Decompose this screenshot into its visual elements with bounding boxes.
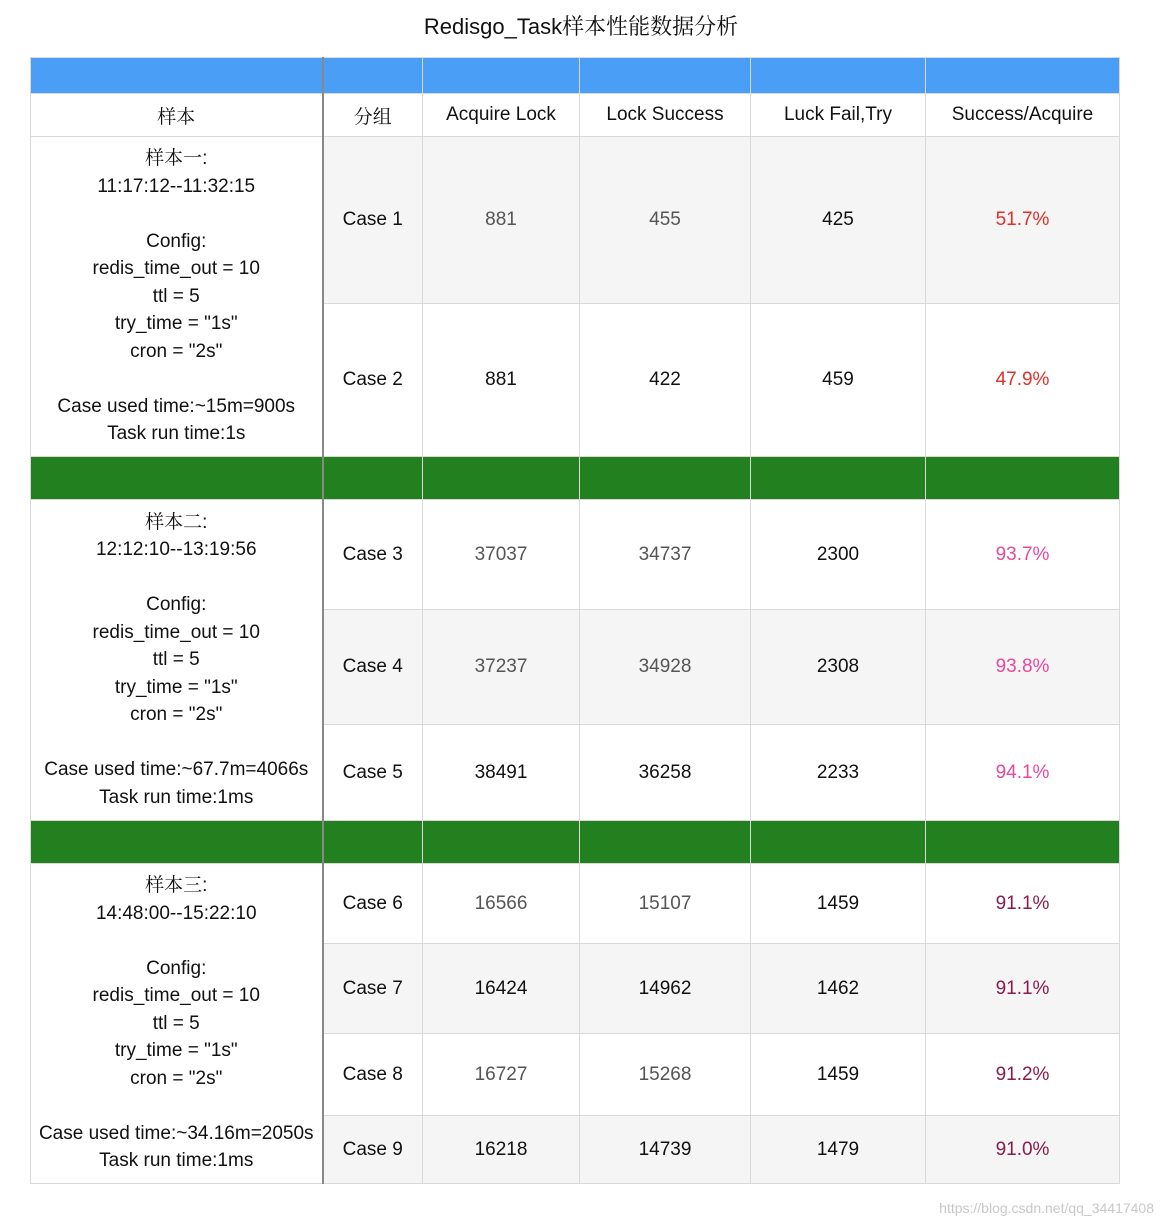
header-luck-fail-try: Luck Fail,Try bbox=[751, 94, 926, 137]
case-label: Case 8 bbox=[323, 1034, 423, 1116]
luck-fail-value: 2308 bbox=[751, 610, 926, 725]
case-label: Case 2 bbox=[323, 304, 423, 457]
header-band bbox=[31, 58, 1120, 94]
case-label: Case 1 bbox=[323, 137, 423, 304]
luck-fail-value: 1462 bbox=[751, 944, 926, 1034]
header-acquire-lock: Acquire Lock bbox=[423, 94, 580, 137]
case-label: Case 4 bbox=[323, 610, 423, 725]
acquire-lock-value: 881 bbox=[423, 304, 580, 457]
luck-fail-value: 1459 bbox=[751, 1034, 926, 1116]
case-label: Case 3 bbox=[323, 500, 423, 610]
lock-success-value: 36258 bbox=[580, 725, 751, 821]
lock-success-value: 15107 bbox=[580, 864, 751, 944]
acquire-lock-value: 16566 bbox=[423, 864, 580, 944]
separator-band bbox=[31, 821, 1120, 864]
sample-1-description: 样本一: 11:17:12--11:32:15 Config: redis_time_out = 10 ttl = 5 try_time = "1s" cron = "2s" Case used time:~15m=900s Task run time:1s bbox=[31, 137, 323, 457]
luck-fail-value: 2300 bbox=[751, 500, 926, 610]
lock-success-value: 15268 bbox=[580, 1034, 751, 1116]
success-ratio-value: 91.0% bbox=[926, 1116, 1120, 1184]
sample-2-description: 样本二: 12:12:10--13:19:56 Config: redis_time_out = 10 ttl = 5 try_time = "1s" cron = "2s" Case used time:~67.7m=4066s Task run time:1ms bbox=[31, 500, 323, 821]
performance-table bbox=[30, 57, 1120, 1184]
lock-success-value: 34737 bbox=[580, 500, 751, 610]
acquire-lock-value: 37037 bbox=[423, 500, 580, 610]
success-ratio-value: 47.9% bbox=[926, 304, 1120, 457]
header-group: 分组 bbox=[323, 94, 423, 137]
success-ratio-value: 94.1% bbox=[926, 725, 1120, 821]
acquire-lock-value: 16727 bbox=[423, 1034, 580, 1116]
header-sample: 样本 bbox=[31, 94, 323, 137]
case-label: Case 7 bbox=[323, 944, 423, 1034]
luck-fail-value: 425 bbox=[751, 137, 926, 304]
success-ratio-value: 91.2% bbox=[926, 1034, 1120, 1116]
lock-success-value: 14739 bbox=[580, 1116, 751, 1184]
lock-success-value: 14962 bbox=[580, 944, 751, 1034]
header-lock-success: Lock Success bbox=[580, 94, 751, 137]
case-label: Case 9 bbox=[323, 1116, 423, 1184]
lock-success-value: 34928 bbox=[580, 610, 751, 725]
luck-fail-value: 1459 bbox=[751, 864, 926, 944]
acquire-lock-value: 881 bbox=[423, 137, 580, 304]
case-label: Case 6 bbox=[323, 864, 423, 944]
page-title: Redisgo_Task样本性能数据分析 bbox=[423, 14, 739, 39]
header-row bbox=[31, 94, 1120, 137]
separator-band bbox=[31, 457, 1120, 500]
acquire-lock-value: 38491 bbox=[423, 725, 580, 821]
header-success-acquire: Success/Acquire bbox=[926, 94, 1120, 137]
luck-fail-value: 2233 bbox=[751, 725, 926, 821]
table-row bbox=[31, 137, 1120, 304]
case-label: Case 5 bbox=[323, 725, 423, 821]
acquire-lock-value: 37237 bbox=[423, 610, 580, 725]
lock-success-value: 455 bbox=[580, 137, 751, 304]
acquire-lock-value: 16424 bbox=[423, 944, 580, 1034]
sample-3-description: 样本三: 14:48:00--15:22:10 Config: redis_time_out = 10 ttl = 5 try_time = "1s" cron = "2s" Case used time:~34.16m=2050s Task run time:1ms bbox=[31, 864, 323, 1184]
success-ratio-value: 91.1% bbox=[926, 864, 1120, 944]
success-ratio-value: 91.1% bbox=[926, 944, 1120, 1034]
table-row bbox=[31, 500, 1120, 610]
luck-fail-value: 1479 bbox=[751, 1116, 926, 1184]
success-ratio-value: 93.7% bbox=[926, 500, 1120, 610]
success-ratio-value: 51.7% bbox=[926, 137, 1120, 304]
luck-fail-value: 459 bbox=[751, 304, 926, 457]
table-row bbox=[31, 864, 1120, 944]
watermark: https://blog.csdn.net/qq_34417408 bbox=[939, 1200, 1154, 1216]
success-ratio-value: 93.8% bbox=[926, 610, 1120, 725]
lock-success-value: 422 bbox=[580, 304, 751, 457]
acquire-lock-value: 16218 bbox=[423, 1116, 580, 1184]
